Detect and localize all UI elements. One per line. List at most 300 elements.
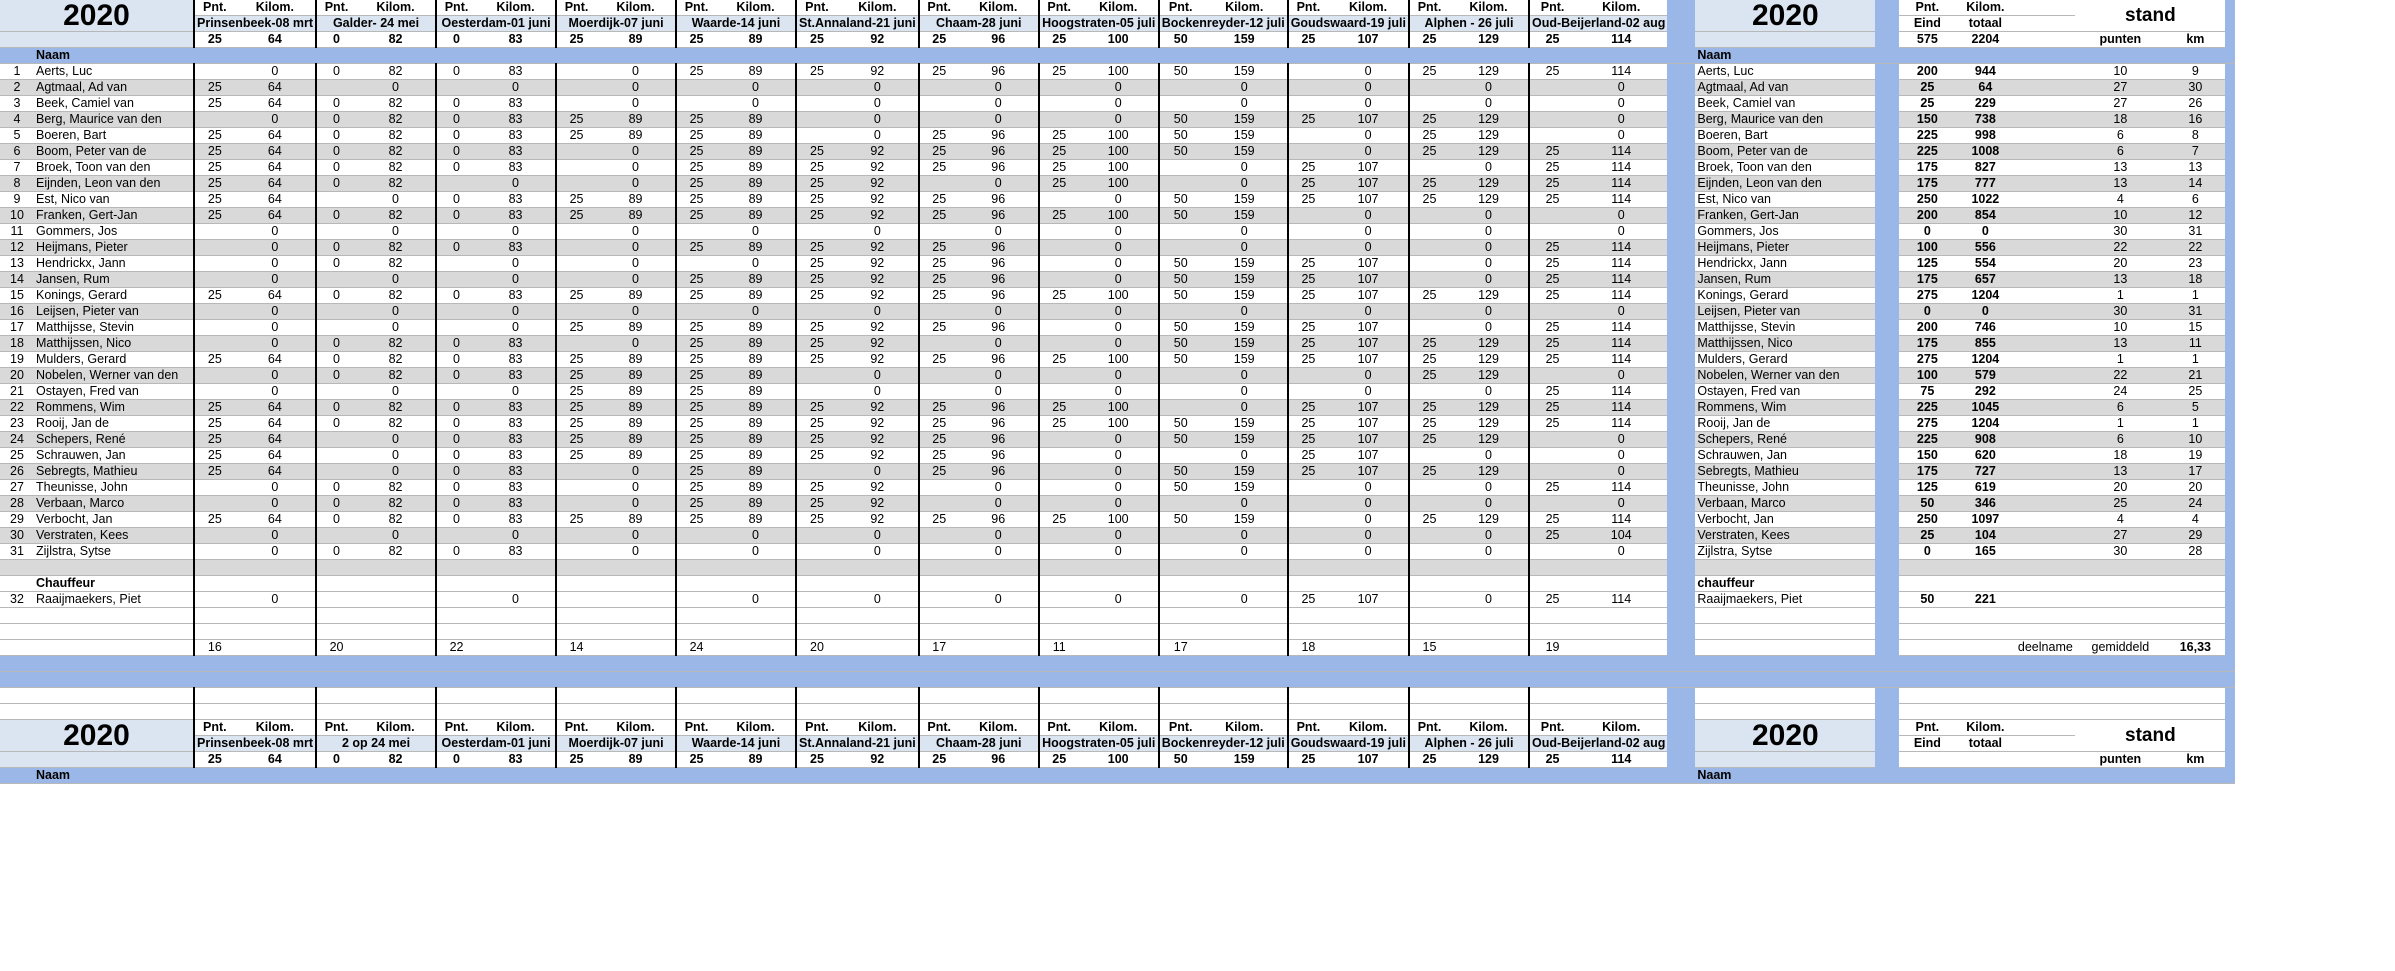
rider-pnt[interactable]: 25 [919,128,959,144]
rider-pnt[interactable] [1039,80,1079,96]
rider-km[interactable]: 89 [716,400,796,416]
rider-name-right[interactable]: Boeren, Bart [1695,128,1875,144]
rider-km[interactable]: 92 [837,336,919,352]
blank-cell[interactable] [1202,624,1288,640]
rider-km[interactable]: 83 [476,128,556,144]
rider-pnt[interactable]: 0 [436,368,476,384]
blank-cell[interactable] [596,688,676,704]
spacer-cell[interactable] [1667,448,1695,464]
rider-km[interactable]: 96 [959,320,1039,336]
blank-cell[interactable] [235,624,316,640]
rider-km[interactable]: 0 [596,240,676,256]
rider-pnt[interactable] [1529,112,1575,128]
rider-name[interactable]: Gommers, Jos [34,224,194,240]
rider-km-rank[interactable]: 26 [2165,96,2225,112]
rider-eind[interactable]: 0 [1899,224,1955,240]
rider-pnt[interactable]: 25 [676,288,716,304]
rider-pnt[interactable]: 25 [194,144,235,160]
rider-pnt[interactable]: 25 [1409,464,1449,480]
rider-name[interactable]: Zijlstra, Sytse [34,544,194,560]
rider-name-right[interactable]: Nobelen, Werner van den [1695,368,1875,384]
row-number[interactable]: 14 [0,272,34,288]
rider-pnt[interactable] [1159,384,1202,400]
rider-km[interactable]: 0 [959,224,1039,240]
rider-km[interactable]: 0 [837,96,919,112]
rider-km[interactable]: 0 [356,320,436,336]
rider-pnt[interactable] [1529,208,1575,224]
blank-cell[interactable] [2015,368,2075,384]
rider-pnt[interactable]: 25 [194,464,235,480]
rider-pnt[interactable] [1529,304,1575,320]
spacer-cell[interactable] [1875,64,1899,80]
rider-km[interactable]: 96 [959,272,1039,288]
rider-pnt[interactable]: 50 [1159,336,1202,352]
blank-cell[interactable] [1955,752,2015,768]
rider-pnt[interactable]: 25 [676,480,716,496]
rider-km[interactable]: 0 [837,368,919,384]
blank-cell[interactable] [1575,768,1667,784]
blank-cell[interactable] [1449,656,1529,672]
rider-km[interactable]: 89 [716,368,796,384]
rider-km-rank[interactable]: 9 [2165,64,2225,80]
blank-cell[interactable] [1695,624,1875,640]
blank-cell[interactable] [2165,576,2225,592]
total-totaal[interactable]: 2204 [1955,32,2015,48]
blank-cell[interactable] [316,656,356,672]
blank-cell[interactable] [194,768,235,784]
rider-km-rank[interactable]: 16 [2165,112,2225,128]
rider-km[interactable]: 0 [1575,96,1667,112]
rider-km[interactable]: 107 [1328,336,1409,352]
rider-pnt[interactable] [1159,240,1202,256]
rider-km[interactable]: 82 [356,96,436,112]
rider-pnt[interactable]: 25 [1529,272,1575,288]
spacer-cell[interactable] [2225,224,2235,240]
rider-km[interactable]: 82 [356,480,436,496]
rider-pnt[interactable]: 0 [316,288,356,304]
blank-cell[interactable] [2075,48,2165,64]
rider-km[interactable]: 0 [1575,368,1667,384]
spacer-cell[interactable] [2225,0,2235,16]
blank-cell[interactable] [436,576,476,592]
rider-pnt[interactable]: 25 [796,208,837,224]
rider-pnt[interactable] [316,432,356,448]
spacer-cell[interactable] [1875,592,1899,608]
rider-km[interactable]: 96 [959,352,1039,368]
blank-cell[interactable] [2015,352,2075,368]
rider-km[interactable]: 159 [1202,128,1288,144]
rider-pnt[interactable] [194,64,235,80]
rider-km[interactable]: 114 [1575,336,1667,352]
rider-km[interactable]: 0 [596,272,676,288]
rider-totaal[interactable]: 998 [1955,128,2015,144]
rider-km[interactable]: 92 [837,144,919,160]
rider-pnt[interactable]: 0 [316,512,356,528]
blank-cell[interactable] [2015,80,2075,96]
rider-km[interactable]: 83 [476,64,556,80]
blank-cell[interactable] [1955,560,2015,576]
rider-km[interactable]: 0 [1079,496,1159,512]
chauffeur-pnt[interactable] [556,592,596,608]
rider-name[interactable]: Boom, Peter van de [34,144,194,160]
race-name-header[interactable]: Bockenreyder-12 juli [1159,736,1288,752]
kilom-header[interactable]: Kilom. [1328,720,1409,736]
blank-cell[interactable] [676,560,716,576]
blank-cell[interactable] [796,624,837,640]
blank-cell[interactable] [556,560,596,576]
rider-km[interactable]: 0 [476,384,556,400]
rider-km[interactable]: 0 [596,336,676,352]
rider-pnt[interactable]: 25 [1409,128,1449,144]
blank-cell[interactable] [1328,656,1409,672]
blank-cell[interactable] [1328,688,1409,704]
chauffeur-km[interactable] [356,592,436,608]
blank-cell[interactable] [2015,704,2075,720]
rider-km[interactable]: 159 [1202,112,1288,128]
spacer-cell[interactable] [1875,688,1899,704]
spacer-cell[interactable] [1667,160,1695,176]
rider-pnt[interactable] [556,64,596,80]
totaal-header[interactable]: totaal [1955,736,2015,752]
blank-cell[interactable] [2015,240,2075,256]
blank-cell[interactable] [1899,704,1955,720]
blank-cell[interactable] [2015,656,2075,672]
blank-cell[interactable] [959,608,1039,624]
rider-totaal[interactable]: 738 [1955,112,2015,128]
blank-cell[interactable] [556,608,596,624]
race-km[interactable]: 129 [1449,32,1529,48]
rider-name-right[interactable]: Berg, Maurice van den [1695,112,1875,128]
spacer-cell[interactable] [2225,528,2235,544]
blank-cell[interactable] [34,624,194,640]
blank-cell[interactable] [596,704,676,720]
rider-pnt[interactable]: 0 [436,496,476,512]
rider-punten[interactable]: 22 [2075,240,2165,256]
rider-km[interactable]: 0 [1449,240,1529,256]
rider-km[interactable]: 114 [1575,176,1667,192]
blank-cell[interactable] [1409,624,1449,640]
blank-cell[interactable] [1955,656,2015,672]
blank-cell[interactable] [2165,672,2225,688]
rider-km[interactable]: 83 [476,496,556,512]
rider-pnt[interactable]: 25 [1288,352,1328,368]
blank-cell[interactable] [676,624,716,640]
blank-cell[interactable] [2015,0,2075,16]
blank-cell[interactable] [1449,608,1529,624]
chauffeur-km[interactable]: 114 [1575,592,1667,608]
eind-header[interactable]: Eind [1899,736,1955,752]
rider-km[interactable]: 83 [476,144,556,160]
rider-pnt[interactable]: 25 [1529,400,1575,416]
rider-km[interactable]: 0 [235,64,316,80]
rider-km[interactable]: 114 [1575,272,1667,288]
blank-cell[interactable] [1529,672,1575,688]
blank-cell[interactable] [235,560,316,576]
blank-cell[interactable] [2015,400,2075,416]
blank-cell[interactable] [1202,576,1288,592]
blank-cell[interactable] [1695,672,1875,688]
rider-pnt[interactable]: 50 [1159,208,1202,224]
rider-pnt[interactable] [1039,432,1079,448]
rider-punten[interactable]: 13 [2075,464,2165,480]
rider-pnt[interactable] [796,112,837,128]
rider-km[interactable]: 114 [1575,384,1667,400]
chauffeur-pnt[interactable] [1409,592,1449,608]
rider-pnt[interactable] [194,480,235,496]
rider-km[interactable]: 89 [596,208,676,224]
naam-header[interactable]: Naam [34,48,194,64]
blank-cell[interactable] [2015,624,2075,640]
rider-km[interactable]: 89 [596,416,676,432]
rider-km[interactable]: 96 [959,256,1039,272]
blank-cell[interactable] [2015,256,2075,272]
blank-cell[interactable] [1529,624,1575,640]
rider-pnt[interactable] [1039,224,1079,240]
rider-eind[interactable]: 25 [1899,96,1955,112]
rider-totaal[interactable]: 1008 [1955,144,2015,160]
rider-km[interactable]: 107 [1328,176,1409,192]
rider-pnt[interactable]: 0 [436,160,476,176]
blank-cell[interactable] [919,48,959,64]
blank-cell[interactable] [2075,768,2165,784]
blank-cell[interactable] [1955,624,2015,640]
blank-cell[interactable] [1575,624,1667,640]
rider-km[interactable]: 0 [1079,544,1159,560]
rider-km[interactable]: 82 [356,64,436,80]
rider-km[interactable]: 0 [1202,80,1288,96]
race-name-header[interactable]: Bockenreyder-12 juli [1159,16,1288,32]
race-name-header[interactable]: Alphen - 26 juli [1409,736,1529,752]
rider-km[interactable]: 0 [959,96,1039,112]
rider-km[interactable]: 83 [476,112,556,128]
rider-km[interactable]: 0 [596,96,676,112]
row-number[interactable]: 16 [0,304,34,320]
rider-km[interactable]: 83 [476,352,556,368]
rider-pnt[interactable] [919,544,959,560]
rider-km[interactable]: 92 [837,512,919,528]
rider-km[interactable]: 0 [356,304,436,320]
spacer-cell[interactable] [1667,640,1695,656]
race-name-header[interactable]: Oud-Beijerland-02 aug [1529,16,1667,32]
rider-pnt[interactable]: 0 [436,288,476,304]
race-km[interactable]: 92 [837,32,919,48]
blank-cell[interactable] [2015,144,2075,160]
rider-pnt[interactable]: 25 [1039,352,1079,368]
blank-cell[interactable] [194,624,235,640]
spacer-cell[interactable] [1875,560,1899,576]
rider-km[interactable]: 159 [1202,320,1288,336]
blank-cell[interactable] [1529,704,1575,720]
blank-cell[interactable] [2015,464,2075,480]
race-km[interactable]: 100 [1079,752,1159,768]
rider-km[interactable]: 0 [1202,160,1288,176]
blank-cell[interactable] [436,672,476,688]
blank-cell[interactable] [2225,768,2235,784]
rider-name[interactable]: Broek, Toon van den [34,160,194,176]
pnt-header[interactable]: Pnt. [1288,720,1328,736]
chauffeur-pnt[interactable] [316,592,356,608]
rider-pnt[interactable] [1529,496,1575,512]
rider-pnt[interactable] [796,80,837,96]
rider-pnt[interactable]: 25 [1288,288,1328,304]
spacer-cell[interactable] [2225,560,2235,576]
participant-count[interactable]: 14 [556,640,596,656]
rider-name-right[interactable]: Rooij, Jan de [1695,416,1875,432]
race-name-header[interactable]: Goudswaard-19 juli [1288,16,1409,32]
rider-km[interactable]: 0 [356,384,436,400]
rider-pnt[interactable]: 25 [919,272,959,288]
rider-pnt[interactable] [1288,384,1328,400]
rider-totaal[interactable]: 292 [1955,384,2015,400]
blank-cell[interactable] [556,672,596,688]
race-km[interactable]: 83 [476,32,556,48]
rider-km[interactable]: 0 [1328,480,1409,496]
rider-punten[interactable]: 10 [2075,64,2165,80]
rider-km[interactable]: 82 [356,288,436,304]
rider-km[interactable]: 0 [1079,112,1159,128]
rider-km[interactable]: 0 [235,384,316,400]
blank-cell[interactable] [1288,656,1328,672]
rider-pnt[interactable] [1409,528,1449,544]
rider-km[interactable]: 0 [1575,80,1667,96]
rider-pnt[interactable]: 25 [1039,208,1079,224]
spacer-cell[interactable] [1667,768,1695,784]
rider-pnt[interactable]: 25 [1039,512,1079,528]
spacer-cell[interactable] [2225,80,2235,96]
rider-pnt[interactable] [1409,384,1449,400]
blank-cell[interactable] [1449,48,1529,64]
rider-km[interactable]: 0 [235,272,316,288]
rider-totaal[interactable]: 1045 [1955,400,2015,416]
rider-name[interactable]: Rooij, Jan de [34,416,194,432]
rider-km[interactable]: 96 [959,64,1039,80]
rider-km[interactable]: 107 [1328,256,1409,272]
rider-km[interactable]: 129 [1449,144,1529,160]
rider-km[interactable]: 64 [235,352,316,368]
spacer-cell[interactable] [1875,352,1899,368]
rider-km[interactable]: 82 [356,256,436,272]
rider-punten[interactable]: 20 [2075,256,2165,272]
rider-pnt[interactable]: 25 [919,448,959,464]
rider-pnt[interactable] [1409,208,1449,224]
rider-pnt[interactable] [1288,64,1328,80]
race-name-header[interactable]: Hoogstraten-05 juli [1039,16,1159,32]
blank-cell[interactable] [556,688,596,704]
rider-km[interactable]: 0 [1328,240,1409,256]
rider-totaal[interactable]: 556 [1955,240,2015,256]
rider-eind[interactable]: 175 [1899,464,1955,480]
blank-cell[interactable] [796,672,837,688]
rider-punten[interactable]: 6 [2075,144,2165,160]
blank-cell[interactable] [796,576,837,592]
rider-eind[interactable]: 200 [1899,208,1955,224]
spacer-cell[interactable] [1875,704,1899,720]
rider-km[interactable]: 89 [716,432,796,448]
spacer-cell[interactable] [2225,256,2235,272]
rider-punten[interactable]: 30 [2075,544,2165,560]
rider-km[interactable]: 114 [1575,64,1667,80]
rider-name-right[interactable]: Matthijssen, Nico [1695,336,1875,352]
rider-pnt[interactable] [1529,368,1575,384]
blank-cell[interactable] [2165,656,2225,672]
rider-km[interactable]: 89 [716,192,796,208]
blank-cell[interactable] [2015,608,2075,624]
spacer-cell[interactable] [2225,272,2235,288]
rider-km[interactable]: 0 [476,272,556,288]
naam-header-right[interactable]: Naam [1695,768,1875,784]
rider-pnt[interactable]: 25 [796,272,837,288]
rider-pnt[interactable] [436,528,476,544]
rider-km[interactable]: 83 [476,480,556,496]
blank-cell[interactable] [837,48,919,64]
rider-km[interactable]: 114 [1575,512,1667,528]
rider-eind[interactable]: 225 [1899,128,1955,144]
rider-km[interactable]: 114 [1575,400,1667,416]
rider-pnt[interactable] [556,304,596,320]
blank-cell[interactable] [2075,608,2165,624]
rider-km[interactable]: 0 [1575,208,1667,224]
rider-pnt[interactable]: 25 [1529,320,1575,336]
race-km[interactable]: 82 [356,752,436,768]
spacer-cell[interactable] [1875,432,1899,448]
blank-cell[interactable] [0,704,34,720]
rider-km[interactable]: 82 [356,128,436,144]
rider-name-right[interactable]: Gommers, Jos [1695,224,1875,240]
blank-cell[interactable] [1575,704,1667,720]
rider-totaal[interactable]: 908 [1955,432,2015,448]
rider-pnt[interactable]: 25 [1529,144,1575,160]
rider-name[interactable]: Konings, Gerard [34,288,194,304]
spacer-cell[interactable] [1667,272,1695,288]
blank-cell[interactable] [2075,576,2165,592]
rider-km[interactable]: 159 [1202,480,1288,496]
rider-km[interactable]: 114 [1575,480,1667,496]
spacer-cell[interactable] [1875,512,1899,528]
spacer-cell[interactable] [1875,128,1899,144]
stand-header[interactable]: stand [2075,0,2225,32]
rider-km[interactable]: 92 [837,240,919,256]
rider-pnt[interactable] [676,256,716,272]
rider-pnt[interactable] [436,320,476,336]
rider-km[interactable]: 0 [596,544,676,560]
spacer-cell[interactable] [1667,480,1695,496]
blank-cell[interactable] [1575,656,1667,672]
rider-name[interactable]: Rommens, Wim [34,400,194,416]
rider-km[interactable]: 0 [1079,464,1159,480]
rider-pnt[interactable]: 50 [1159,64,1202,80]
rider-pnt[interactable]: 50 [1159,272,1202,288]
rider-pnt[interactable] [1159,176,1202,192]
rider-totaal[interactable]: 1204 [1955,416,2015,432]
blank-cell[interactable] [0,752,194,768]
rider-pnt[interactable]: 50 [1159,128,1202,144]
rider-km[interactable]: 89 [716,496,796,512]
chauffeur-km[interactable]: 0 [959,592,1039,608]
rider-km[interactable]: 89 [596,112,676,128]
rider-pnt[interactable]: 25 [1409,192,1449,208]
rider-pnt[interactable]: 0 [436,128,476,144]
rider-km[interactable]: 0 [1079,448,1159,464]
rider-totaal[interactable]: 944 [1955,64,2015,80]
rider-km[interactable]: 129 [1449,368,1529,384]
punten-header[interactable]: punten [2075,752,2165,768]
rider-km[interactable]: 114 [1575,160,1667,176]
rider-km[interactable]: 92 [837,192,919,208]
blank-cell[interactable] [919,576,959,592]
rider-pnt[interactable]: 25 [676,448,716,464]
spacer-cell[interactable] [1875,192,1899,208]
rider-km[interactable]: 92 [837,256,919,272]
